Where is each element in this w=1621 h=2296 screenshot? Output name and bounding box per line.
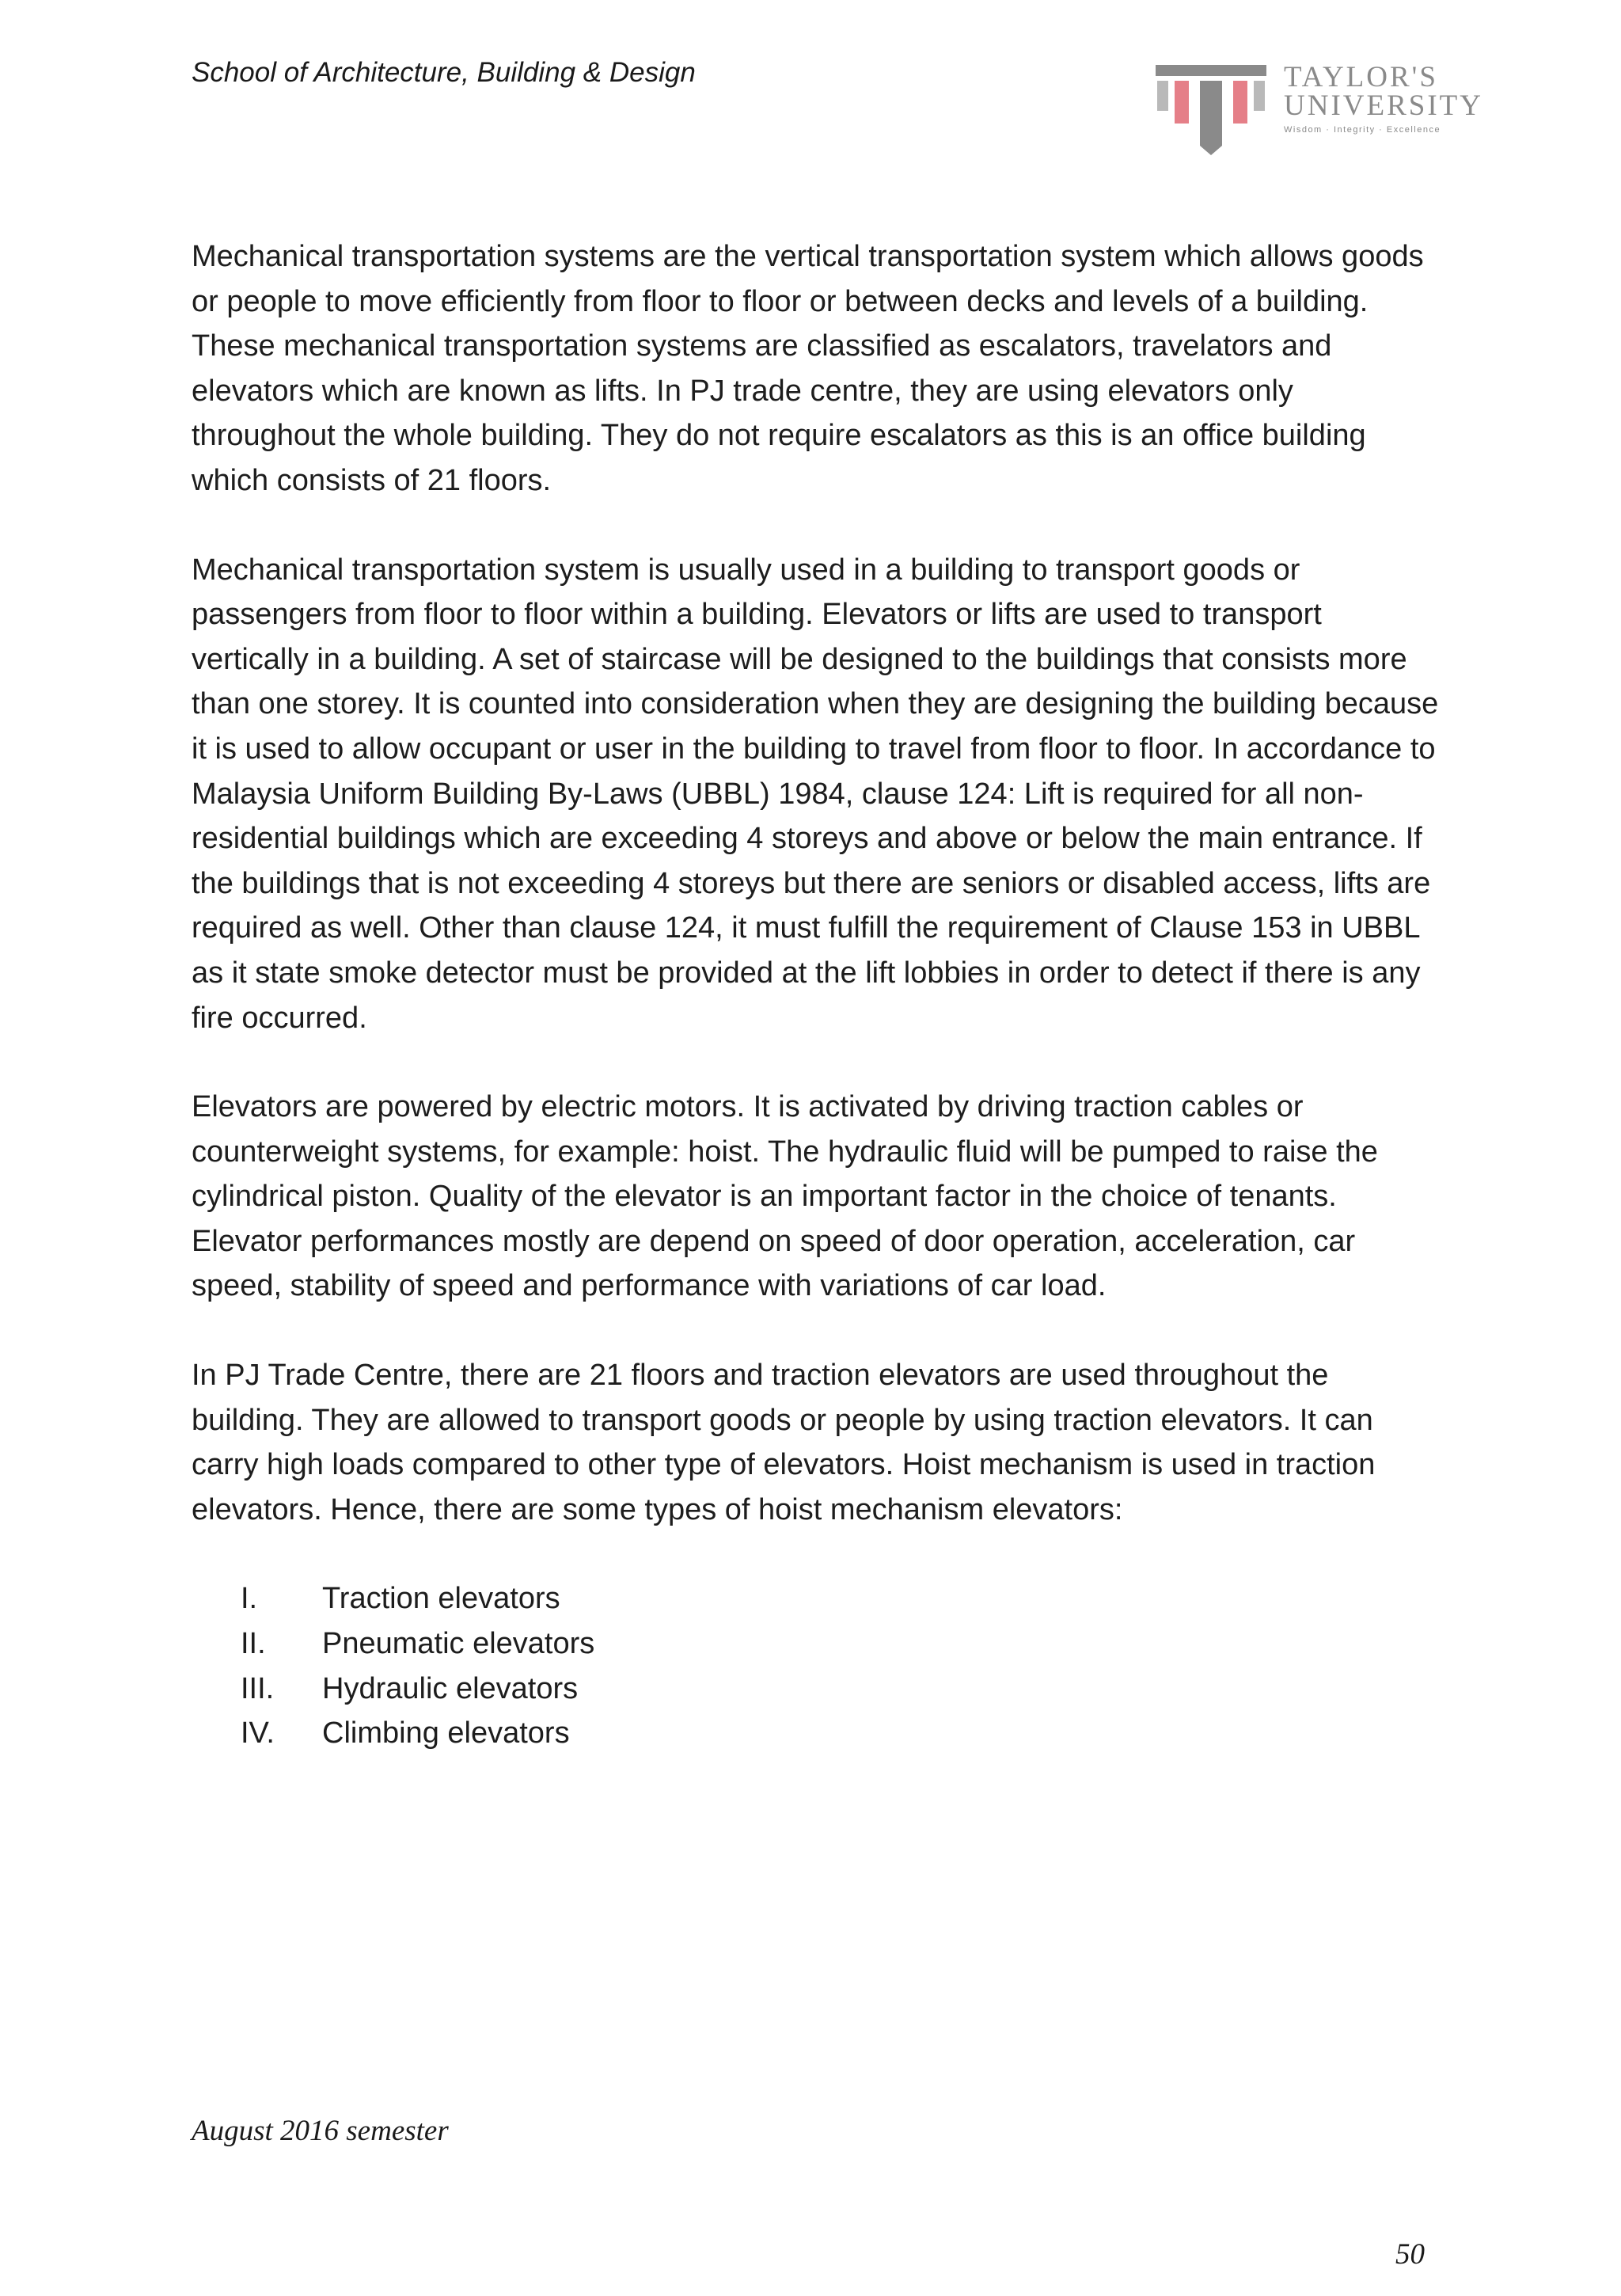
paragraph: Mechanical transportation systems are the vertical transportation system which allows goods or people to move efficiently from floor to floor or between decks and levels of a building. These mechanical transportation systems are classified as escalators, travelators and elevators which are known as lifts. In PJ trade centre, they are using elevators only throughout the whole building. They do not require escalators as this is an office building which consists of 21 floors. <box>192 240 1424 497</box>
header-school-name: School of Architecture, Building & Design <box>192 57 696 88</box>
list-item-text: Climbing elevators <box>322 1716 570 1751</box>
logo-wordmark <box>1284 63 1483 120</box>
list-item <box>192 1621 1442 1667</box>
list-item-text: Pneumatic elevators <box>322 1627 595 1661</box>
list-item-text: Hydraulic elevators <box>322 1671 579 1705</box>
list-item-number: IV. <box>241 1716 275 1751</box>
logo-motto: Wisdom · Integrity · Excellence <box>1284 125 1441 135</box>
taylors-university-logo <box>1154 63 1518 158</box>
page-content <box>192 234 1442 1756</box>
elevator-types-list <box>192 1576 1442 1755</box>
list-item-number: I. <box>241 1582 258 1616</box>
list-item-number: II. <box>241 1627 266 1661</box>
paragraph: In PJ Trade Centre, there are 21 floors and traction elevators are used throughout the building. They are allowed to transport goods or people by using traction elevators. It can carry high loads compared to other type of elevators. Hoist mechanism is used in traction elevators. Hence, there are some types of hoist mechanism elevators: <box>192 1359 1376 1526</box>
list-item <box>192 1667 1442 1712</box>
logo-name-line1: TAYLOR'S <box>1284 61 1438 93</box>
logo-name-line2: UNIVERSITY <box>1284 89 1483 122</box>
logo-emblem-icon <box>1154 63 1273 157</box>
list-item <box>192 1576 1442 1621</box>
list-item-number: III. <box>241 1671 275 1705</box>
footer-semester: August 2016 semester <box>192 2115 449 2147</box>
page-number: 50 <box>1395 2238 1425 2271</box>
paragraph: Elevators are powered by electric motors. It is activated by driving traction cables or counterweight systems, for example: hoist. The hydraulic fluid will be pumped to raise the cylindrical piston. Quality of the elevator is an important factor in the choice of tenants. Elevator performances mostly are depend on speed of door operation, acceleration, car speed, stability of speed and performance with variations of car load. <box>192 1090 1378 1303</box>
list-item-text: Traction elevators <box>322 1582 560 1616</box>
paragraph: Mechanical transportation system is usually used in a building to transport goods or passengers from floor to floor within a building. Elevators or lifts are used to transport vertically in a building. A set of staircase will be designed to the buildings that consists more than one storey. It is counted into consideration when they are designing the building because it is used to allow occupant or user in the building to travel from floor to floor. In accordance to Malaysia Uniform Building By-Laws (UBBL) 1984, clause 124: Lift is required for all non-residential buildings which are exceeding 4 storeys and above or below the main entrance. If the buildings that is not exceeding 4 storeys but there are seniors or disabled access, lifts are required as well. Other than clause 124, it must fulfill the requirement of Clause 153 in UBBL as it state smoke detector must be provided at the lift lobbies in order to detect if there is any fire occurred. <box>192 553 1439 1035</box>
list-item <box>192 1711 1442 1756</box>
